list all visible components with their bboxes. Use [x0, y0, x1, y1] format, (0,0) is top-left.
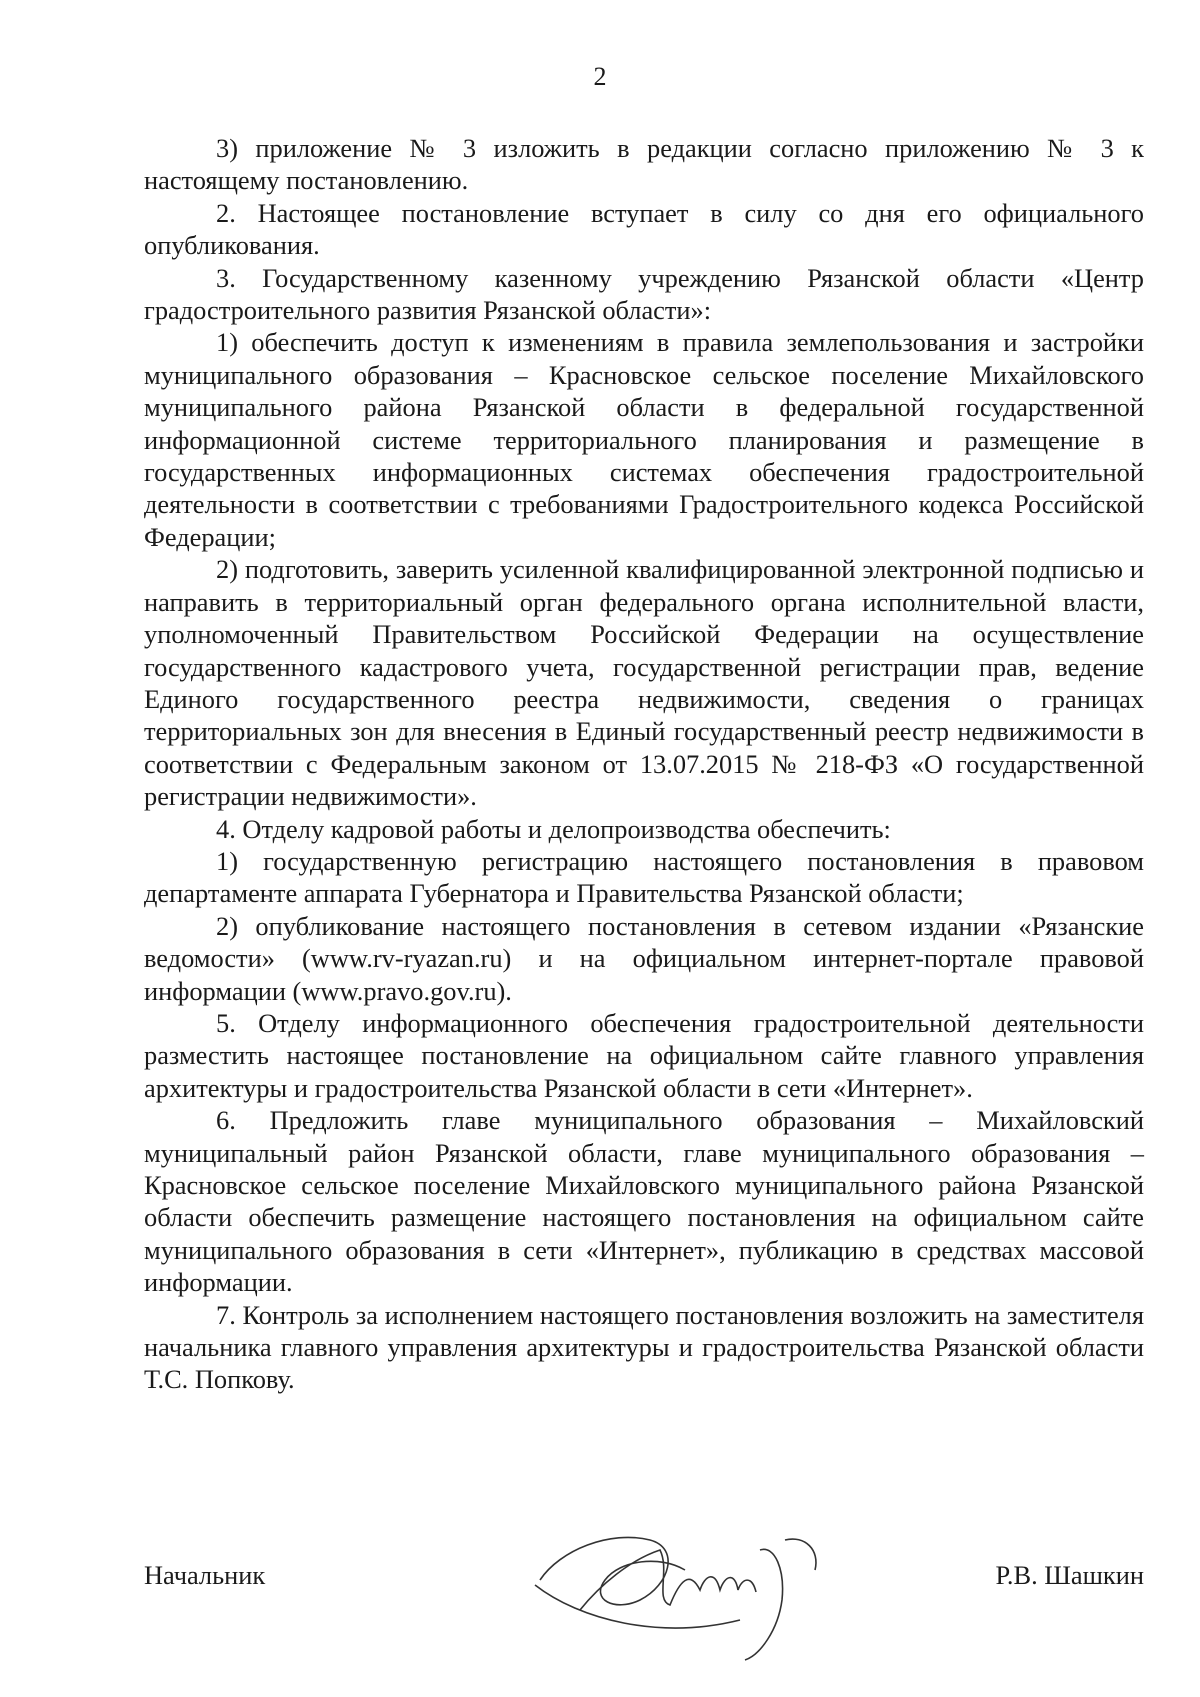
signature-block	[144, 1560, 1144, 1600]
signatory-name: Р.В. Шашкин	[995, 1560, 1144, 1590]
paragraph-item-4-2: 2) опубликование настоящего постановления в сетевом издании «Рязанские ведомости» (www.rv-ryazan.ru) и на официальном интернет-портале правовой информации (www.pravo.gov.ru).	[144, 910, 1144, 1006]
paragraph-item-6: 6. Предложить главе муниципального образования – Михайловский муниципальный район Рязанской области, главе муниципального образования – Красновское сельское поселение Михайловского муниципального района Рязанской области обеспечить размещение настоящего постановления на официальном сайте муниципального образования в сети «Интернет», публикацию в средствах массовой информации.	[144, 1105, 1144, 1298]
paragraph-item-4-1: 1) государственную регистрацию настоящего постановления в правовом департаменте аппарата Губернатора и Правительства Рязанской области;	[144, 845, 1144, 909]
paragraph-item-3: 3. Государственному казенному учреждению Рязанской области «Центр градостроительного развития Рязанской области»:	[144, 262, 1144, 326]
paragraph-item-7: 7. Контроль за исполнением настоящего постановления возложить на заместителя начальника главного управления архитектуры и градостроительства Рязанской области Т.С. Попкову.	[144, 1299, 1144, 1395]
paragraph-item-4: 4. Отделу кадровой работы и делопроизводства обеспечить:	[216, 813, 891, 844]
paragraph-item-3-1: 1) обеспечить доступ к изменениям в правила землепользования и застройки муниципального образования – Красновское сельское поселение Михайловского муниципального района Рязанской области в федеральной государственной информационной системе территориального планирования и размещение в государственных информационных системах обеспечения градостроительной деятельности в соответствии с требованиями Градостроительного кодекса Российской Федерации;	[144, 327, 1144, 552]
page-number: 2	[593, 62, 607, 91]
signatory-position: Начальник	[144, 1560, 266, 1590]
paragraph-appendix-3: 3) приложение № 3 изложить в редакции согласно приложению № 3 к настоящему постановлению.	[144, 133, 1144, 196]
document-body	[144, 132, 1144, 1396]
paragraph-item-2: 2. Настоящее постановление вступает в силу со дня его официального опубликования.	[144, 197, 1144, 261]
paragraph-item-5: 5. Отделу информационного обеспечения градостроительной деятельности разместить настоящее постановление на официальном сайте главного управления архитектуры и градостроительства Рязанской области в сети «Интернет».	[144, 1007, 1144, 1103]
paragraph-item-3-2: 2) подготовить, заверить усиленной квалифицированной электронной подписью и направить в территориальный орган федерального органа исполнительной власти, уполномоченный Правительством Российской Федерации на осуществление государственного кадастрового учета, государственной регистрации прав, ведение Единого государственного реестра недвижимости, сведения о границах территориальных зон для внесения в Единый государственный реестр недвижимости в соответствии с Федеральным законом от 13.07.2015 № 218-ФЗ «О государственной регистрации недвижимости».	[144, 554, 1144, 812]
